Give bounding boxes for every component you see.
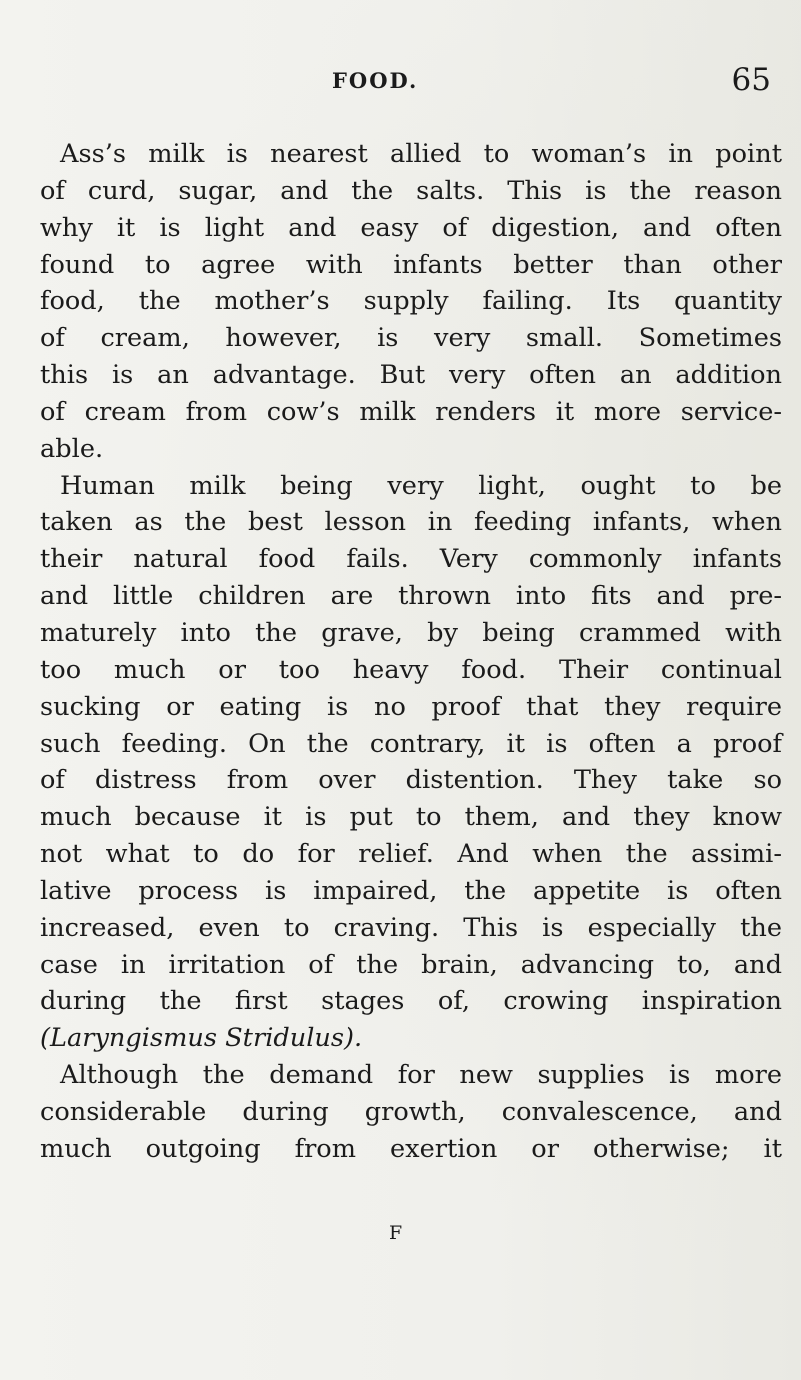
signature-mark: F <box>389 1222 404 1244</box>
text-line: Human milk being very light, ought to be <box>60 470 782 501</box>
text-line: food, the mother’s supply failing. Its quantity <box>40 286 782 317</box>
text-line: Although the demand for new supplies is more <box>60 1060 782 1091</box>
text-line: much outgoing from exertion or otherwise; it <box>40 1133 782 1164</box>
paragraph-2 <box>40 468 782 1058</box>
page-number: 65 <box>731 62 771 98</box>
running-head: FOOD. <box>332 68 419 93</box>
text-line: considerable during growth, convalescence, and <box>40 1096 782 1127</box>
text-line-italic: (Laryngismus Stridulus). <box>40 1023 363 1054</box>
paragraph-3 <box>40 1057 782 1168</box>
text-line: such feeding. On the contrary, it is often a proof <box>40 728 782 759</box>
text-line: lative process is impaired, the appetite is often <box>40 875 782 906</box>
body-text <box>40 136 782 1168</box>
text-line: able. <box>40 433 104 464</box>
text-line: not what to do for relief. And when the assimi- <box>40 839 782 870</box>
text-line: their natural food fails. Very commonly infants <box>40 544 782 575</box>
paragraph-1 <box>40 136 782 468</box>
text-line: during the first stages of, crowing inspiration <box>40 986 782 1017</box>
text-line: why it is light and easy of digestion, and often <box>40 212 782 243</box>
text-line: of distress from over distention. They take so <box>40 765 782 796</box>
text-line: and little children are thrown into fits and pre- <box>40 581 782 612</box>
text-line: this is an advantage. But very often an addition <box>40 360 782 391</box>
text-line: much because it is put to them, and they know <box>40 802 782 833</box>
text-line: of curd, sugar, and the salts. This is the reason <box>40 175 782 206</box>
text-line: taken as the best lesson in feeding infants, when <box>40 507 782 538</box>
page-header <box>0 62 801 102</box>
text-line: too much or too heavy food. Their continual <box>40 654 782 685</box>
text-line: of cream, however, is very small. Sometimes <box>40 323 782 354</box>
text-line: sucking or eating is no proof that they require <box>40 691 782 722</box>
text-line: Ass’s milk is nearest allied to woman’s in point <box>60 139 782 169</box>
text-line: case in irritation of the brain, advancing to, and <box>40 949 782 980</box>
text-line: increased, even to craving. This is especially the <box>40 912 782 943</box>
text-line: maturely into the grave, by being crammed with <box>40 617 782 648</box>
text-line: of cream from cow’s milk renders it more service- <box>40 396 782 427</box>
text-line: found to agree with infants better than other <box>40 249 782 280</box>
